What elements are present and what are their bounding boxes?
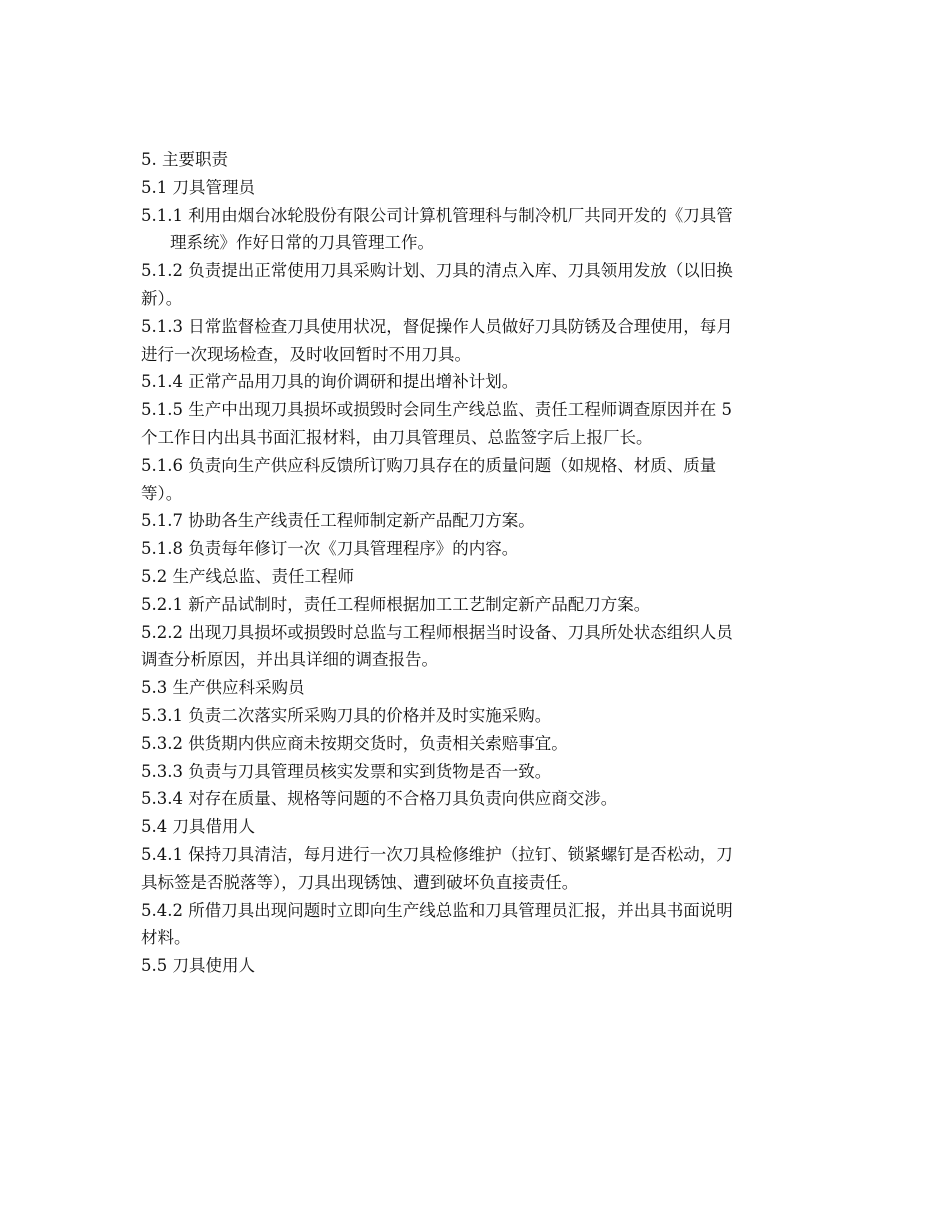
document-body bbox=[141, 146, 801, 980]
paragraph-line: 5.1.3 日常监督检查刀具使用状况，督促操作人员做好刀具防锈及合理使用，每月 bbox=[141, 316, 733, 336]
subsection-heading-5-2: 5.2 生产线总监、责任工程师 bbox=[141, 566, 354, 586]
paragraph-line: 5.2.2 出现刀具损坏或损毁时总监与工程师根据当时设备、刀具所处状态组织人员 bbox=[141, 622, 733, 642]
subsection-heading-5-4: 5.4 刀具借用人 bbox=[141, 817, 255, 837]
paragraph-line: 5.4.2 所借刀具出现问题时立即向生产线总监和刀具管理员汇报，并出具书面说明 bbox=[141, 900, 733, 920]
paragraph-line: 材料。 bbox=[141, 928, 191, 948]
paragraph-line: 5.2.1 新产品试制时，责任工程师根据加工工艺制定新产品配刀方案。 bbox=[141, 594, 651, 614]
paragraph-line: 新）。 bbox=[141, 288, 183, 308]
section-heading-5: 5. 主要职责 bbox=[141, 150, 228, 169]
paragraph-line: 5.1.8 负责每年修订一次《刀具管理程序》的内容。 bbox=[141, 539, 519, 559]
paragraph-line: 具标签是否脱落等），刀具出现锈蚀、遭到破坏负直接责任。 bbox=[141, 872, 579, 892]
paragraph-line: 个工作日内出具书面汇报材料，由刀具管理员、总监签字后上报厂长。 bbox=[141, 427, 653, 447]
subsection-heading-5-5: 5.5 刀具使用人 bbox=[141, 956, 255, 976]
paragraph-line: 5.4.1 保持刀具清洁，每月进行一次刀具检修维护（拉钉、锁紧螺钉是否松动，刀 bbox=[141, 844, 733, 864]
paragraph-line: 理系统》作好日常的刀具管理工作。 bbox=[170, 233, 434, 253]
paragraph-line: 等）。 bbox=[141, 483, 183, 503]
paragraph-line: 5.3.4 对存在质量、规格等问题的不合格刀具负责向供应商交涉。 bbox=[141, 789, 618, 809]
paragraph-line: 5.1.5 生产中出现刀具损坏或损毁时会同生产线总监、责任工程师调查原因并在 5 bbox=[141, 400, 732, 420]
subsection-heading-5-1: 5.1 刀具管理员 bbox=[141, 177, 255, 197]
paragraph-line: 5.1.2 负责提出正常使用刀具采购计划、刀具的清点入库、刀具领用发放（以旧换 bbox=[141, 261, 733, 281]
paragraph-line: 5.3.2 供货期内供应商未按期交货时，负责相关索赔事宜。 bbox=[141, 733, 568, 753]
paragraph-line: 进行一次现场检查，及时收回暂时不用刀具。 bbox=[141, 344, 471, 364]
paragraph-line: 调查分析原因，并出具详细的调查报告。 bbox=[141, 650, 438, 670]
paragraph-line: 5.1.4 正常产品用刀具的询价调研和提出增补计划。 bbox=[141, 372, 519, 392]
paragraph-line: 5.3.1 负责二次落实所采购刀具的价格并及时实施采购。 bbox=[141, 705, 552, 725]
paragraph-line: 5.1.7 协助各生产线责任工程师制定新产品配刀方案。 bbox=[141, 511, 535, 531]
subsection-heading-5-3: 5.3 生产供应科采购员 bbox=[141, 678, 305, 698]
paragraph-line: 5.1.1 利用由烟台冰轮股份有限公司计算机管理科与制冷机厂共同开发的《刀具管 bbox=[141, 205, 733, 225]
paragraph-line: 5.3.3 负责与刀具管理员核实发票和实到货物是否一致。 bbox=[141, 761, 552, 781]
paragraph-line: 5.1.6 负责向生产供应科反馈所订购刀具存在的质量问题（如规格、材质、质量 bbox=[141, 455, 717, 475]
